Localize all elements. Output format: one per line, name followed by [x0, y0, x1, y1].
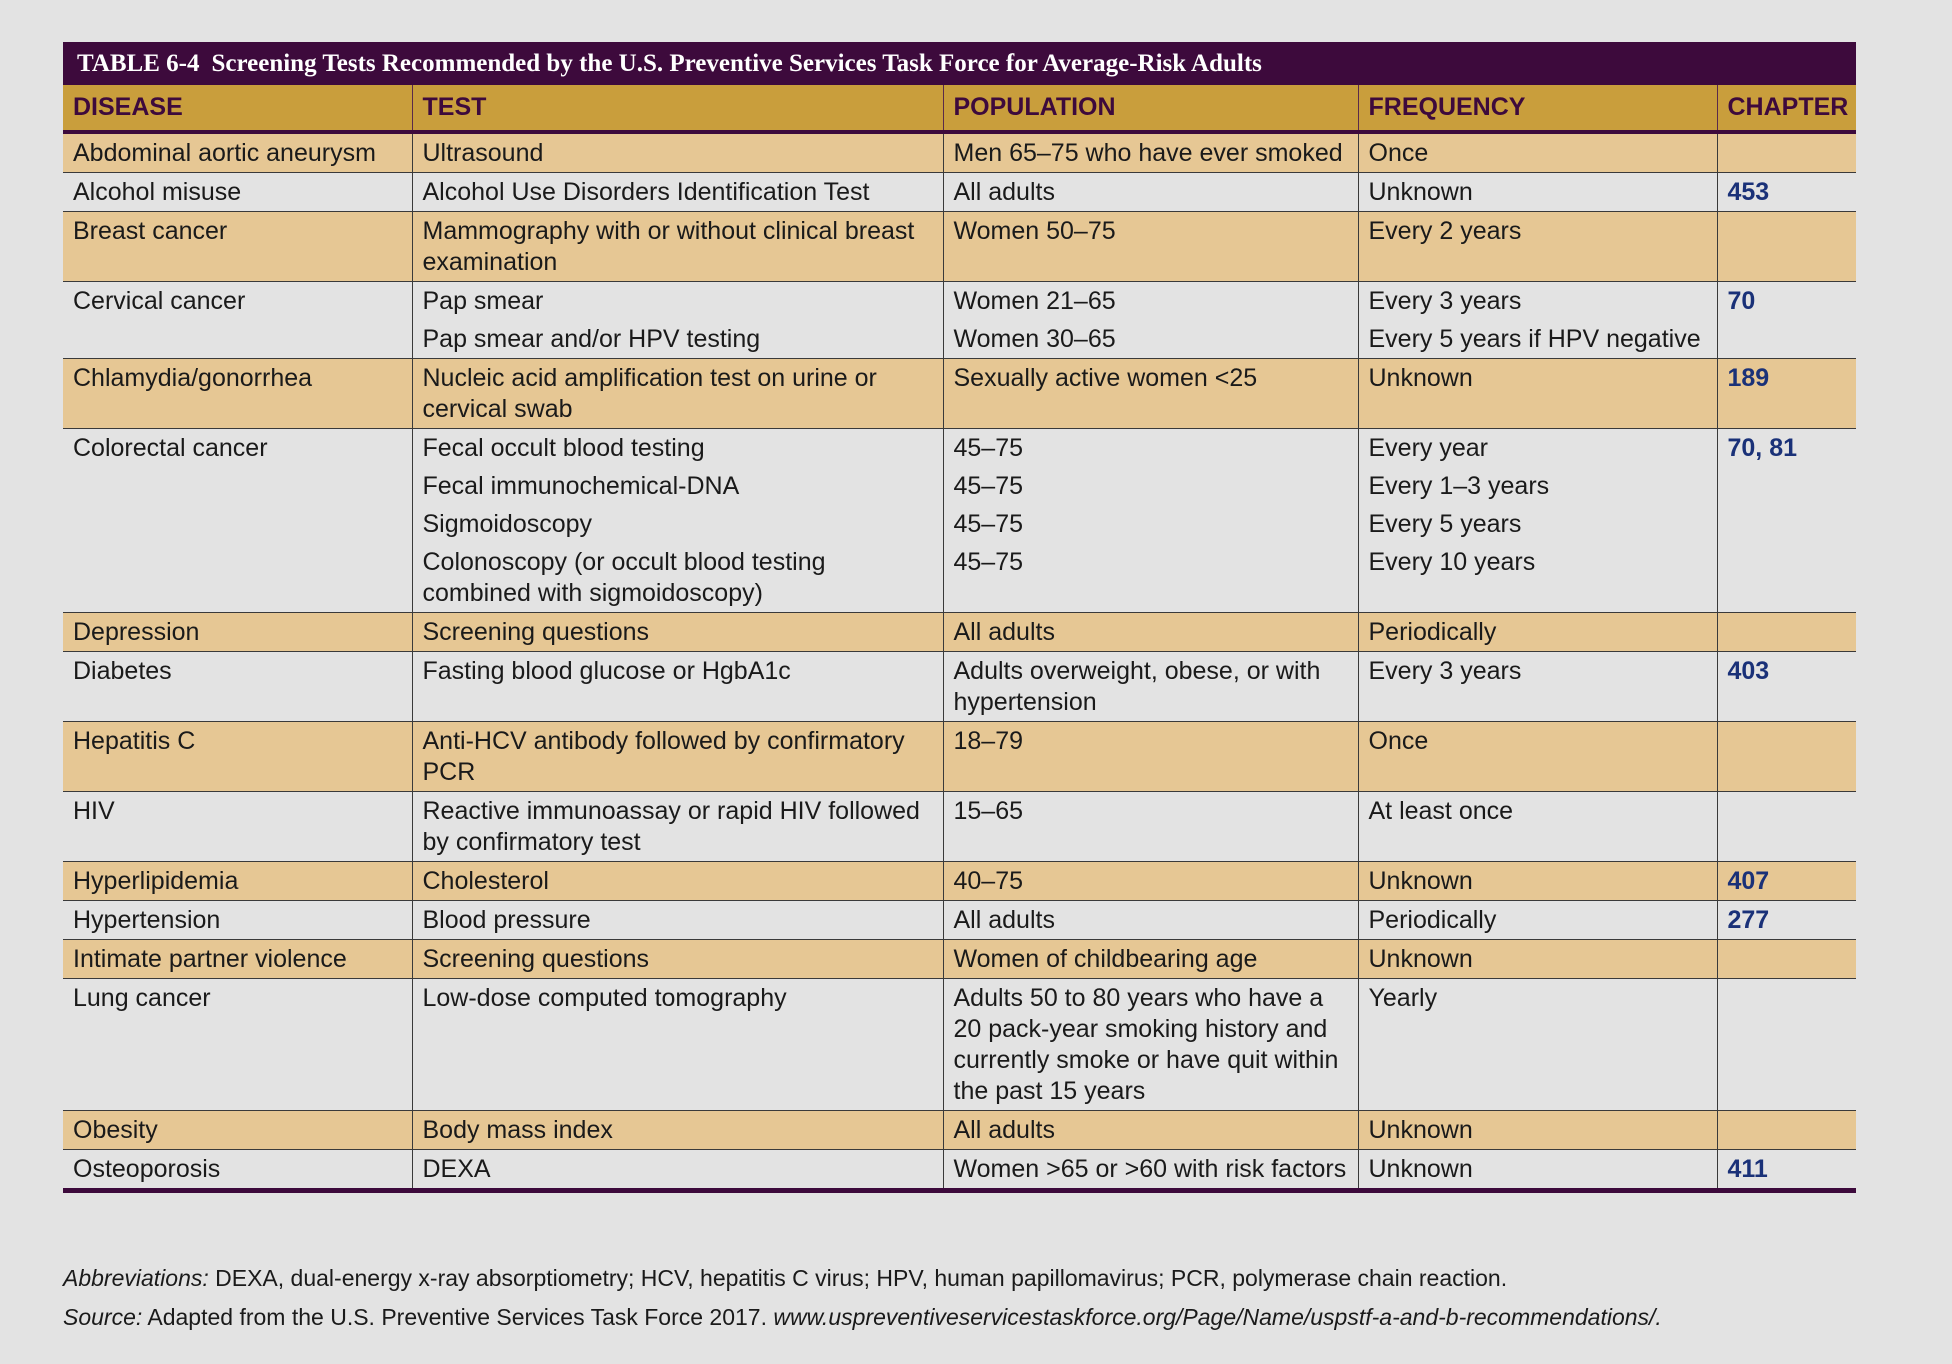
cell-frequency: Every 3 years: [1358, 282, 1717, 321]
cell-chapter: [1717, 979, 1856, 1111]
table-row: [63, 467, 1856, 505]
cell-population: 45–75: [943, 429, 1358, 468]
cell-disease: Diabetes: [63, 652, 412, 722]
cell-population: 40–75: [943, 862, 1358, 901]
table-row: [63, 940, 1856, 979]
cell-chapter: [1717, 543, 1856, 613]
cell-frequency: Every 10 years: [1358, 543, 1717, 613]
cell-chapter: [1717, 1111, 1856, 1150]
cell-population: All adults: [943, 613, 1358, 652]
cell-frequency: Unknown: [1358, 862, 1717, 901]
cell-chapter: [1717, 613, 1856, 652]
source-label: Source:: [63, 1304, 143, 1330]
header-disease: DISEASE: [63, 85, 412, 132]
cell-test: Reactive immunoassay or rapid HIV followed by confirmatory test: [412, 792, 943, 862]
table-row: [63, 429, 1856, 468]
cell-disease: Hepatitis C: [63, 722, 412, 792]
source-note: [63, 1304, 1662, 1331]
cell-disease: [63, 505, 412, 543]
cell-chapter: [1717, 467, 1856, 505]
table-row: [63, 1150, 1856, 1189]
cell-chapter: [1717, 722, 1856, 792]
cell-population: Adults overweight, obese, or with hypertension: [943, 652, 1358, 722]
cell-test: Fecal immunochemical-DNA: [412, 467, 943, 505]
cell-population: Women 21–65: [943, 282, 1358, 321]
table-title: [63, 42, 1856, 85]
cell-frequency: Every 1–3 years: [1358, 467, 1717, 505]
source-text: Adapted from the U.S. Preventive Services Task Force 2017.: [142, 1304, 774, 1330]
table-row: [63, 320, 1856, 359]
cell-frequency: At least once: [1358, 792, 1717, 862]
cell-disease: Cervical cancer: [63, 282, 412, 321]
cell-test: Blood pressure: [412, 901, 943, 940]
table-row: [63, 652, 1856, 722]
cell-test: Cholesterol: [412, 862, 943, 901]
header-row: [63, 85, 1856, 132]
cell-population: Women 50–75: [943, 212, 1358, 282]
cell-frequency: Every year: [1358, 429, 1717, 468]
cell-test: Screening questions: [412, 613, 943, 652]
cell-disease: Obesity: [63, 1111, 412, 1150]
cell-chapter: [1717, 132, 1856, 173]
cell-population: All adults: [943, 901, 1358, 940]
cell-disease: [63, 320, 412, 359]
cell-chapter: 189: [1717, 359, 1856, 429]
cell-chapter: [1717, 212, 1856, 282]
cell-disease: Chlamydia/gonorrhea: [63, 359, 412, 429]
table-row: [63, 792, 1856, 862]
table-row: [63, 901, 1856, 940]
cell-frequency: Unknown: [1358, 173, 1717, 212]
cell-test: Sigmoidoscopy: [412, 505, 943, 543]
cell-chapter: 411: [1717, 1150, 1856, 1189]
cell-population: Women of childbearing age: [943, 940, 1358, 979]
cell-population: Women 30–65: [943, 320, 1358, 359]
cell-frequency: Every 2 years: [1358, 212, 1717, 282]
table-row: [63, 505, 1856, 543]
cell-frequency: Unknown: [1358, 1150, 1717, 1189]
cell-test: Alcohol Use Disorders Identification Test: [412, 173, 943, 212]
cell-test: Colonoscopy (or occult blood testing combined with sigmoidoscopy): [412, 543, 943, 613]
cell-chapter: 407: [1717, 862, 1856, 901]
cell-disease: Breast cancer: [63, 212, 412, 282]
data-table: [63, 85, 1856, 1188]
header-test: TEST: [412, 85, 943, 132]
cell-frequency: Every 5 years if HPV negative: [1358, 320, 1717, 359]
cell-test: Pap smear: [412, 282, 943, 321]
table-row: [63, 613, 1856, 652]
table-body: [63, 132, 1856, 1188]
table-row: [63, 359, 1856, 429]
cell-chapter: [1717, 320, 1856, 359]
cell-chapter: 70: [1717, 282, 1856, 321]
cell-population: 18–79: [943, 722, 1358, 792]
cell-disease: Lung cancer: [63, 979, 412, 1111]
cell-disease: Intimate partner violence: [63, 940, 412, 979]
table-row: [63, 979, 1856, 1111]
header-frequency: FREQUENCY: [1358, 85, 1717, 132]
cell-frequency: Every 3 years: [1358, 652, 1717, 722]
cell-frequency: Every 5 years: [1358, 505, 1717, 543]
cell-disease: [63, 467, 412, 505]
cell-chapter: 277: [1717, 901, 1856, 940]
cell-test: Ultrasound: [412, 132, 943, 173]
cell-population: 15–65: [943, 792, 1358, 862]
abbreviations-label: Abbreviations:: [63, 1265, 209, 1291]
cell-test: Nucleic acid amplification test on urine or cervical swab: [412, 359, 943, 429]
cell-disease: Hypertension: [63, 901, 412, 940]
cell-population: 45–75: [943, 543, 1358, 613]
cell-chapter: 453: [1717, 173, 1856, 212]
cell-disease: Hyperlipidemia: [63, 862, 412, 901]
cell-frequency: Yearly: [1358, 979, 1717, 1111]
cell-frequency: Periodically: [1358, 613, 1717, 652]
table-row: [63, 132, 1856, 173]
cell-test: Anti-HCV antibody followed by confirmatory PCR: [412, 722, 943, 792]
cell-frequency: Unknown: [1358, 940, 1717, 979]
cell-frequency: Unknown: [1358, 359, 1717, 429]
header-chapter: CHAPTER: [1717, 85, 1856, 132]
cell-test: Mammography with or without clinical breast examination: [412, 212, 943, 282]
cell-disease: Abdominal aortic aneurysm: [63, 132, 412, 173]
cell-population: Adults 50 to 80 years who have a 20 pack-year smoking history and currently smoke or have quit within the past 15 years: [943, 979, 1358, 1111]
table-number: TABLE 6-4: [77, 50, 200, 77]
bottom-rule: [63, 1188, 1856, 1193]
cell-frequency: Unknown: [1358, 1111, 1717, 1150]
cell-population: Sexually active women <25: [943, 359, 1358, 429]
header-population: POPULATION: [943, 85, 1358, 132]
table-row: [63, 212, 1856, 282]
cell-chapter: [1717, 940, 1856, 979]
cell-disease: Depression: [63, 613, 412, 652]
table-row: [63, 282, 1856, 321]
screening-table: [63, 42, 1856, 1193]
table-title-text: Screening Tests Recommended by the U.S. Preventive Services Task Force for Average-Risk Adults: [211, 50, 1262, 77]
cell-test: DEXA: [412, 1150, 943, 1189]
cell-population: All adults: [943, 1111, 1358, 1150]
table-row: [63, 173, 1856, 212]
cell-frequency: Periodically: [1358, 901, 1717, 940]
table-row: [63, 1111, 1856, 1150]
cell-frequency: Once: [1358, 132, 1717, 173]
cell-test: Fecal occult blood testing: [412, 429, 943, 468]
cell-population: 45–75: [943, 467, 1358, 505]
cell-test: Fasting blood glucose or HgbA1c: [412, 652, 943, 722]
cell-population: 45–75: [943, 505, 1358, 543]
cell-population: Women >65 or >60 with risk factors: [943, 1150, 1358, 1189]
cell-test: Body mass index: [412, 1111, 943, 1150]
cell-test: Screening questions: [412, 940, 943, 979]
table-row: [63, 862, 1856, 901]
table-row: [63, 543, 1856, 613]
cell-disease: [63, 543, 412, 613]
table-row: [63, 722, 1856, 792]
cell-disease: Colorectal cancer: [63, 429, 412, 468]
cell-frequency: Once: [1358, 722, 1717, 792]
abbreviations-note: [63, 1265, 1507, 1292]
cell-test: Pap smear and/or HPV testing: [412, 320, 943, 359]
cell-population: Men 65–75 who have ever smoked: [943, 132, 1358, 173]
cell-chapter: [1717, 792, 1856, 862]
source-url: www.uspreventiveservicestaskforce.org/Page/Name/uspstf-a-and-b-recommendations/.: [773, 1304, 1662, 1330]
cell-disease: Alcohol misuse: [63, 173, 412, 212]
cell-disease: Osteoporosis: [63, 1150, 412, 1189]
cell-population: All adults: [943, 173, 1358, 212]
cell-chapter: 403: [1717, 652, 1856, 722]
cell-test: Low-dose computed tomography: [412, 979, 943, 1111]
cell-chapter: 70, 81: [1717, 429, 1856, 468]
cell-disease: HIV: [63, 792, 412, 862]
abbreviations-text: DEXA, dual-energy x-ray absorptiometry; HCV, hepatitis C virus; HPV, human papillomavirus; PCR, polymerase chain reaction.: [208, 1265, 1508, 1291]
cell-chapter: [1717, 505, 1856, 543]
